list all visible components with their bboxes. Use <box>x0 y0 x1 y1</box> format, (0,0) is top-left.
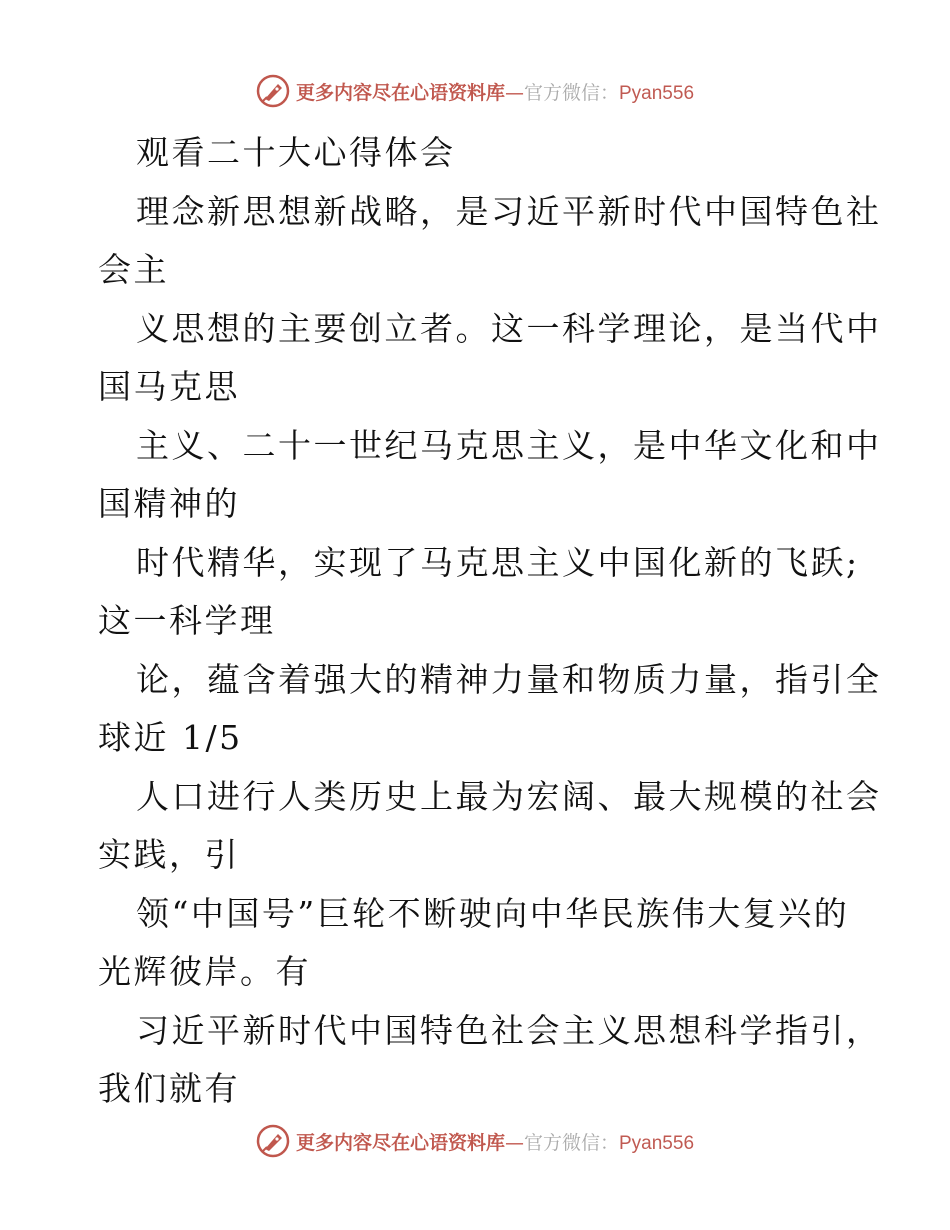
text-line: 国精神的 <box>98 484 240 523</box>
document-title: 观看二十大心得体会 <box>136 133 456 172</box>
pen-nib-seal-icon <box>256 74 290 108</box>
text-line: 会主 <box>98 250 169 289</box>
header-watermark <box>0 74 950 108</box>
text-line: 这一科学理 <box>98 601 276 640</box>
text-line: 光辉彼岸。有 <box>98 952 311 991</box>
document-body <box>98 124 882 1119</box>
text-line: 领“中国号”巨轮不断驶向中华民族伟大复兴的 <box>136 893 850 933</box>
text-line: 我们就有 <box>98 1069 240 1108</box>
watermark-text: 更多内容尽在心语资料库—官方微信：Pyan556 <box>295 81 695 104</box>
text-line: 实践，引 <box>98 835 240 874</box>
text-line: 主义、二十一世纪马克思主义，是中华文化和中 <box>136 425 882 465</box>
text-line: 论，蕴含着强大的精神力量和物质力量，指引全 <box>136 659 882 699</box>
text-line: 球近 1/5 <box>98 718 243 757</box>
text-line: 义思想的主要创立者。这一科学理论，是当代中 <box>136 308 882 348</box>
footer-watermark <box>0 1124 950 1158</box>
text-line: 人口进行人类历史上最为宏阔、最大规模的社会 <box>136 776 882 816</box>
pen-nib-seal-icon <box>256 1124 290 1158</box>
watermark-text: 更多内容尽在心语资料库—官方微信：Pyan556 <box>295 1131 695 1154</box>
text-line: 理念新思想新战略，是习近平新时代中国特色社 <box>136 191 882 231</box>
text-line: 国马克思 <box>98 367 240 406</box>
text-line: 习近平新时代中国特色社会主义思想科学指引， <box>136 1010 882 1050</box>
text-line: 时代精华，实现了马克思主义中国化新的飞跃; <box>136 542 860 582</box>
